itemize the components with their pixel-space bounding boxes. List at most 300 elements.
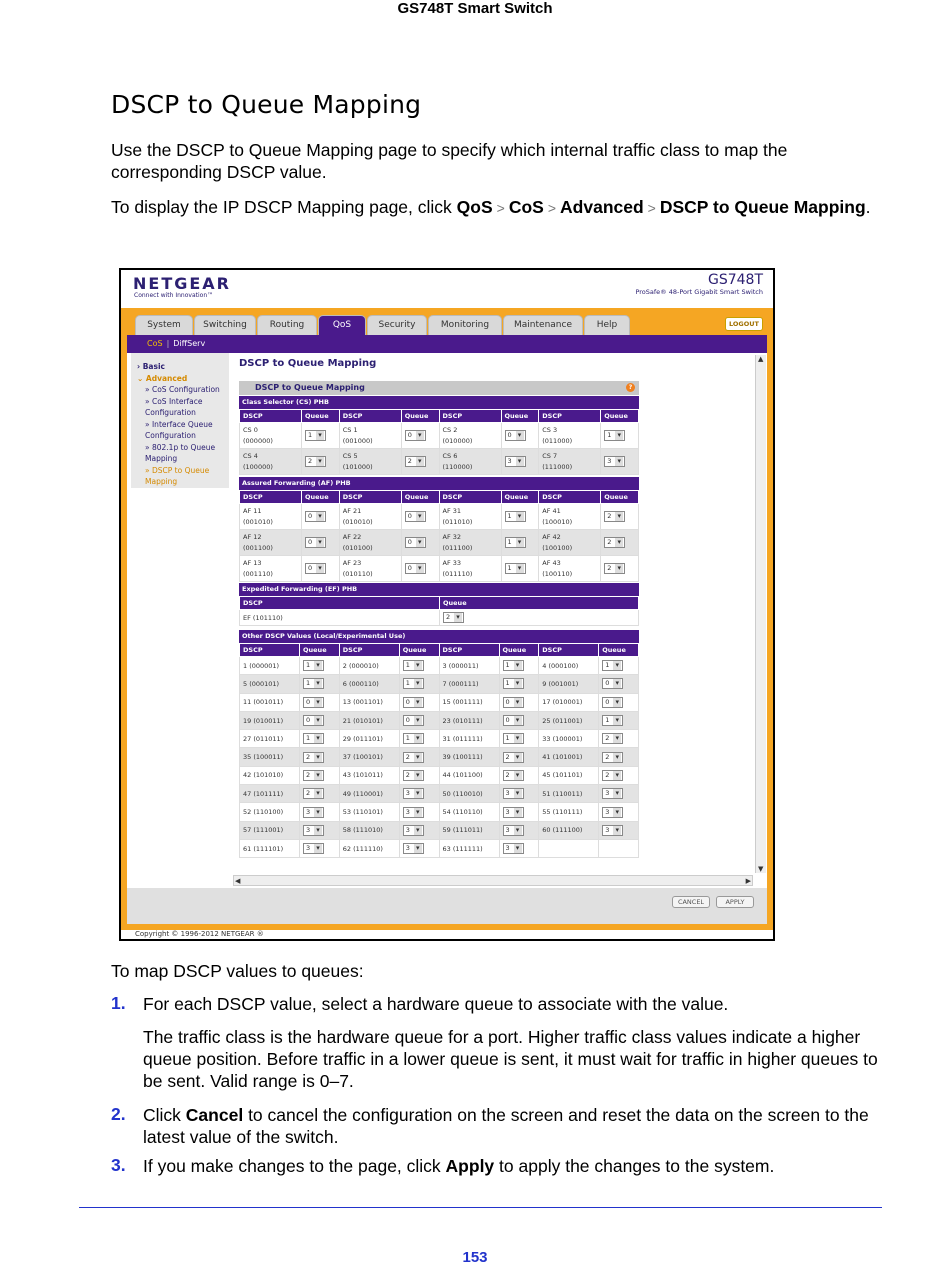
col-queue: Queue — [302, 410, 340, 423]
subnav-diffserv[interactable]: DiffServ — [173, 339, 206, 348]
dscp-bits: (001010) — [243, 517, 273, 526]
step-number: 2. — [111, 1104, 126, 1124]
dscp-cell: 61 (111101) — [240, 839, 300, 857]
subnav-separator: | — [166, 339, 170, 348]
scroll-down-icon[interactable]: ▼ — [758, 865, 764, 873]
queue-select[interactable]: 2 ▾ — [305, 456, 326, 467]
queue-select[interactable]: 0 ▾ — [503, 715, 524, 726]
queue-select[interactable]: 2 ▾ — [602, 733, 623, 744]
dscp-cell: 50 (110010) — [439, 785, 499, 803]
queue-select[interactable]: 0 ▾ — [503, 697, 524, 708]
queue-select[interactable]: 1 ▾ — [604, 430, 625, 441]
queue-select[interactable]: 2 ▾ — [303, 770, 324, 781]
queue-cell — [300, 675, 340, 693]
dscp-name: CS 6 — [442, 451, 458, 460]
dscp-bits: (111000) — [542, 462, 573, 471]
dscp-name: AF 12 — [243, 532, 262, 541]
scroll-right-icon[interactable]: ▶ — [745, 877, 751, 885]
table-row — [240, 785, 639, 803]
queue-select[interactable]: 2 ▾ — [303, 788, 324, 799]
queue-cell — [302, 449, 340, 475]
table-row — [240, 839, 639, 857]
queue-select[interactable]: 3 ▾ — [602, 825, 623, 836]
sidebar-item-cos-interface-configuration[interactable]: » CoS Interface Configuration — [145, 396, 203, 417]
col-dscp: DSCP — [240, 410, 302, 423]
nav-separator: > — [496, 200, 505, 216]
nav-advanced: Advanced — [560, 197, 644, 217]
sidebar-item-cos-configuration[interactable]: » CoS Configuration — [145, 385, 220, 394]
main-title: DSCP to Queue Mapping — [239, 358, 377, 369]
dscp-name: CS 5 — [342, 451, 358, 460]
step-number: 1. — [111, 993, 126, 1013]
queue-select[interactable]: 2 ▾ — [405, 456, 426, 467]
tab-help[interactable]: Help — [584, 315, 630, 335]
queue-select[interactable]: 3 ▾ — [602, 788, 623, 799]
col-dscp: DSCP — [539, 491, 601, 504]
queue-cell — [499, 748, 539, 766]
subnav-cos[interactable]: CoS — [147, 339, 163, 348]
dscp-cell: 60 (111100) — [539, 821, 599, 839]
col-dscp: DSCP — [439, 410, 501, 423]
step-3-bold: Apply — [445, 1156, 495, 1176]
dscp-cell — [339, 504, 401, 530]
dscp-cell: 51 (110011) — [539, 785, 599, 803]
dscp-cell — [339, 556, 401, 582]
dscp-bits: (100000) — [243, 462, 273, 471]
queue-cell — [401, 449, 439, 475]
col-queue: Queue — [401, 410, 439, 423]
dscp-cell — [439, 449, 501, 475]
queue-select[interactable]: 3 ▾ — [403, 807, 424, 818]
queue-select[interactable]: 3 ▾ — [503, 843, 524, 854]
col-queue: Queue — [399, 644, 439, 657]
intro-paragraph: Use the DSCP to Queue Mapping page to specify which internal traffic class to map the corresponding DSCP value. — [111, 140, 788, 182]
queue-select[interactable]: 0 ▾ — [405, 563, 426, 574]
queue-cell — [300, 785, 340, 803]
col-queue: Queue — [401, 491, 439, 504]
queue-select[interactable]: 3 ▾ — [303, 843, 324, 854]
queue-select[interactable]: 2 ▾ — [403, 752, 424, 763]
dscp-cell: 15 (001111) — [439, 693, 499, 711]
queue-select[interactable]: 3 ▾ — [403, 843, 424, 854]
queue-select[interactable]: 2 ▾ — [602, 752, 623, 763]
dscp-bits: (101000) — [342, 462, 373, 471]
queue-select[interactable]: 0 ▾ — [305, 563, 326, 574]
ef-table — [239, 596, 639, 626]
queue-select[interactable]: 1 ▾ — [403, 660, 424, 671]
dscp-cell: 54 (110110) — [439, 803, 499, 821]
queue-cell — [599, 839, 639, 857]
queue-cell — [399, 803, 439, 821]
sub-navigation — [127, 335, 767, 353]
dscp-cell: 57 (111001) — [240, 821, 300, 839]
queue-select[interactable]: 3 ▾ — [602, 807, 623, 818]
queue-select[interactable]: 1 ▾ — [503, 660, 524, 671]
dscp-cell: 41 (101001) — [539, 748, 599, 766]
tab-security[interactable]: Security — [367, 315, 427, 335]
col-queue: Queue — [501, 410, 539, 423]
queue-cell — [599, 748, 639, 766]
nav-page: DSCP to Queue Mapping — [659, 197, 866, 217]
dscp-cell — [439, 423, 501, 449]
queue-select[interactable]: 1 ▾ — [403, 733, 424, 744]
section-other: Other DSCP Values (Local/Experimental Use) — [239, 630, 639, 643]
dscp-cell — [539, 449, 601, 475]
queue-cell — [499, 839, 539, 857]
section-cs: Class Selector (CS) PHB — [239, 396, 639, 409]
table-row — [240, 803, 639, 821]
queue-cell — [601, 504, 639, 530]
queue-select[interactable]: 0 ▾ — [303, 715, 324, 726]
dscp-cell: 55 (110111) — [539, 803, 599, 821]
table-row — [240, 504, 639, 530]
col-dscp: DSCP — [539, 410, 601, 423]
queue-cell — [601, 449, 639, 475]
dscp-name: CS 4 — [243, 451, 258, 460]
queue-cell — [399, 839, 439, 857]
table-row — [240, 675, 639, 693]
col-dscp: DSCP — [439, 491, 501, 504]
queue-select[interactable]: 0 ▾ — [505, 430, 526, 441]
ui-screenshot — [119, 268, 775, 941]
dscp-bits: (010010) — [342, 517, 373, 526]
panel-header — [239, 381, 639, 395]
dscp-cell: 19 (010011) — [240, 711, 300, 729]
col-queue: Queue — [601, 491, 639, 504]
cancel-button[interactable]: CANCEL — [672, 896, 710, 908]
tab-maintenance[interactable]: Maintenance — [503, 315, 583, 335]
dscp-cell — [240, 530, 302, 556]
queue-select[interactable]: 0 ▾ — [305, 537, 326, 548]
table-row — [240, 711, 639, 729]
queue-select[interactable]: 1 ▾ — [505, 511, 526, 522]
queue-cell — [302, 530, 340, 556]
dscp-name: AF 22 — [342, 532, 362, 541]
tab-qos[interactable]: QoS — [318, 315, 366, 335]
ef-dscp: EF (101110) — [240, 610, 440, 626]
queue-select[interactable]: 0 ▾ — [602, 678, 623, 689]
scroll-left-icon[interactable]: ◀ — [235, 877, 241, 885]
queue-cell — [501, 423, 539, 449]
step-3-text — [143, 1155, 878, 1177]
dscp-name: AF 21 — [342, 506, 362, 515]
logout-button[interactable]: LOGOUT — [725, 317, 763, 331]
queue-cell — [499, 785, 539, 803]
model-name: GS748T — [707, 272, 763, 288]
queue-cell — [399, 785, 439, 803]
col-queue: Queue — [300, 644, 340, 657]
queue-cell — [399, 766, 439, 784]
dscp-cell: 31 (011111) — [439, 730, 499, 748]
queue-cell — [599, 785, 639, 803]
dscp-cell: 33 (100001) — [539, 730, 599, 748]
tab-switching[interactable]: Switching — [194, 315, 256, 335]
dscp-cell: 53 (110101) — [339, 803, 399, 821]
queue-select[interactable]: 3 ▾ — [403, 788, 424, 799]
queue-select[interactable]: 2 ▾ — [604, 511, 625, 522]
col-queue: Queue — [501, 491, 539, 504]
queue-cell — [501, 449, 539, 475]
queue-select[interactable]: 3 ▾ — [503, 825, 524, 836]
queue-select[interactable]: 2 ▾ — [604, 563, 625, 574]
step-2-post: to cancel the configuration on the screen and reset the data on the screen to the latest value of the switch. — [143, 1105, 869, 1147]
queue-cell — [401, 556, 439, 582]
table-row — [240, 610, 639, 626]
dscp-cell — [539, 504, 601, 530]
queue-select[interactable]: 2 ▾ — [443, 612, 464, 623]
queue-cell — [399, 657, 439, 675]
queue-cell — [599, 711, 639, 729]
step-1-text: For each DSCP value, select a hardware queue to associate with the value. — [143, 994, 729, 1014]
dscp-cell — [439, 504, 501, 530]
queue-cell — [599, 657, 639, 675]
dscp-cell — [339, 449, 401, 475]
queue-cell — [501, 504, 539, 530]
model-description: ProSafe® 48-Port Gigabit Smart Switch — [635, 288, 763, 296]
main-tabs — [135, 315, 631, 335]
queue-cell — [401, 423, 439, 449]
panel-title: DSCP to Queue Mapping — [255, 383, 365, 392]
tab-monitoring[interactable]: Monitoring — [428, 315, 502, 335]
other-table — [239, 643, 639, 858]
queue-cell — [399, 693, 439, 711]
sidebar-basic[interactable]: › Basic — [137, 362, 165, 371]
ef-queue-cell — [440, 610, 639, 626]
footer-rule — [79, 1207, 882, 1208]
dscp-cell — [539, 556, 601, 582]
queue-select[interactable]: 3 ▾ — [503, 807, 524, 818]
queue-cell — [499, 803, 539, 821]
col-queue: Queue — [440, 597, 639, 610]
col-queue: Queue — [302, 491, 340, 504]
dscp-name: CS 0 — [243, 425, 258, 434]
dscp-bits: (011010) — [442, 517, 473, 526]
dscp-name: AF 31 — [442, 506, 462, 515]
queue-cell — [399, 730, 439, 748]
queue-cell — [499, 693, 539, 711]
step-1-detail: The traffic class is the hardware queue for a port. Higher traffic class values indicate a higher queue position. Before traffic in a lower queue is sent, it must wait for traffic in higher queues to be sent. Valid range is 0–7. — [143, 1027, 878, 1091]
queue-select[interactable]: 0 ▾ — [403, 697, 424, 708]
col-dscp: DSCP — [439, 644, 499, 657]
dscp-name: CS 2 — [442, 425, 458, 434]
content-area — [127, 353, 767, 888]
dscp-name: AF 33 — [442, 558, 462, 567]
table-row — [240, 657, 639, 675]
queue-select[interactable]: 3 ▾ — [303, 825, 324, 836]
dscp-cell: 47 (101111) — [240, 785, 300, 803]
table-row — [240, 449, 639, 475]
netgear-logo: NETGEAR — [133, 274, 231, 293]
dscp-cell: 1 (000001) — [240, 657, 300, 675]
queue-cell — [601, 530, 639, 556]
col-queue: Queue — [599, 644, 639, 657]
queue-select[interactable]: 1 ▾ — [403, 678, 424, 689]
queue-select[interactable]: 1 ▾ — [303, 660, 324, 671]
dscp-cell — [240, 449, 302, 475]
queue-select[interactable]: 3 ▾ — [503, 788, 524, 799]
col-dscp: DSCP — [240, 644, 300, 657]
queue-cell — [300, 766, 340, 784]
queue-select[interactable]: 1 ▾ — [602, 660, 623, 671]
tab-system[interactable]: System — [135, 315, 193, 335]
queue-select[interactable]: 2 ▾ — [503, 770, 524, 781]
logo-tagline: Connect with Innovation™ — [134, 292, 214, 299]
vertical-scrollbar[interactable] — [755, 355, 766, 873]
dscp-cell: 43 (101011) — [339, 766, 399, 784]
nav-separator: > — [547, 200, 557, 216]
dscp-cell: 44 (101100) — [439, 766, 499, 784]
dscp-name: CS 3 — [542, 425, 558, 434]
table-header-row — [240, 491, 639, 504]
nav-separator: > — [647, 200, 656, 216]
dscp-bits: (001100) — [243, 543, 273, 552]
tab-routing[interactable]: Routing — [257, 315, 317, 335]
queue-select[interactable]: 1 ▾ — [505, 537, 526, 548]
table-row — [240, 423, 639, 449]
queue-select[interactable]: 0 ▾ — [405, 537, 426, 548]
dscp-cell — [539, 530, 601, 556]
queue-cell — [300, 657, 340, 675]
dscp-bits: (001000) — [342, 436, 373, 445]
col-dscp: DSCP — [539, 644, 599, 657]
dscp-cell: 37 (100101) — [339, 748, 399, 766]
queue-cell — [499, 821, 539, 839]
dscp-bits: (100100) — [542, 543, 573, 552]
section-af: Assured Forwarding (AF) PHB — [239, 477, 639, 490]
sidebar-advanced[interactable]: ⌄ Advanced — [137, 373, 188, 383]
col-dscp: DSCP — [339, 410, 401, 423]
dscp-cell: 39 (100111) — [439, 748, 499, 766]
step-2-pre: Click — [143, 1105, 181, 1125]
dscp-cell: 21 (010101) — [339, 711, 399, 729]
queue-cell — [599, 821, 639, 839]
queue-select[interactable]: 1 ▾ — [602, 715, 623, 726]
dscp-bits: (100010) — [542, 517, 573, 526]
queue-cell — [399, 821, 439, 839]
queue-select[interactable]: 1 ▾ — [303, 678, 324, 689]
table-row — [240, 530, 639, 556]
dscp-cell — [539, 839, 599, 857]
dscp-name: AF 13 — [243, 558, 262, 567]
queue-cell — [300, 839, 340, 857]
queue-cell — [501, 530, 539, 556]
queue-cell — [300, 821, 340, 839]
queue-select[interactable]: 2 ▾ — [604, 537, 625, 548]
dscp-cell: 17 (010001) — [539, 693, 599, 711]
queue-select[interactable]: 1 ▾ — [503, 733, 524, 744]
queue-select[interactable]: 0 ▾ — [403, 715, 424, 726]
step-number: 3. — [111, 1155, 126, 1175]
queue-select[interactable]: 1 ▾ — [303, 733, 324, 744]
table-header-row — [240, 410, 639, 423]
queue-select[interactable]: 2 ▾ — [503, 752, 524, 763]
col-dscp: DSCP — [339, 491, 401, 504]
document-header: GS748T Smart Switch — [397, 0, 553, 17]
queue-select[interactable]: 0 ▾ — [303, 697, 324, 708]
queue-cell — [302, 556, 340, 582]
queue-select[interactable]: 3 ▾ — [303, 807, 324, 818]
copyright: Copyright © 1996-2012 NETGEAR ® — [135, 930, 264, 938]
dscp-cell: 42 (101010) — [240, 766, 300, 784]
queue-select[interactable]: 0 ▾ — [602, 697, 623, 708]
page-number: 153 — [462, 1249, 488, 1266]
queue-select[interactable]: 1 ▾ — [305, 430, 326, 441]
af-table — [239, 490, 639, 582]
dscp-name: AF 41 — [542, 506, 561, 515]
sidebar — [131, 353, 229, 488]
dscp-bits: (011100) — [442, 543, 473, 552]
queue-select[interactable]: 0 ▾ — [405, 511, 426, 522]
queue-select[interactable]: 2 ▾ — [403, 770, 424, 781]
dscp-name: AF 43 — [542, 558, 561, 567]
queue-select[interactable]: 0 ▾ — [405, 430, 426, 441]
dscp-cell — [339, 423, 401, 449]
dscp-cell: 27 (011011) — [240, 730, 300, 748]
dscp-cell: 25 (011001) — [539, 711, 599, 729]
dscp-cell: 45 (101101) — [539, 766, 599, 784]
table-row — [240, 766, 639, 784]
dscp-bits: (001110) — [243, 569, 273, 578]
queue-select[interactable]: 3 ▾ — [604, 456, 625, 467]
queue-cell — [300, 693, 340, 711]
queue-select[interactable]: 1 ▾ — [503, 678, 524, 689]
queue-select[interactable]: 1 ▾ — [505, 563, 526, 574]
dscp-cell: 2 (000010) — [339, 657, 399, 675]
queue-select[interactable]: 2 ▾ — [602, 770, 623, 781]
table-row — [240, 748, 639, 766]
queue-cell — [501, 556, 539, 582]
queue-cell — [401, 504, 439, 530]
col-queue: Queue — [601, 410, 639, 423]
queue-cell — [300, 730, 340, 748]
queue-cell — [401, 530, 439, 556]
dscp-cell — [240, 504, 302, 530]
queue-cell — [499, 711, 539, 729]
dscp-cell: 13 (001101) — [339, 693, 399, 711]
dscp-cell: 23 (010111) — [439, 711, 499, 729]
dscp-cell — [240, 423, 302, 449]
dscp-name: CS 1 — [342, 425, 358, 434]
dscp-name: AF 23 — [342, 558, 362, 567]
table-header-row — [240, 644, 639, 657]
col-queue: Queue — [499, 644, 539, 657]
queue-cell — [399, 748, 439, 766]
queue-cell — [499, 730, 539, 748]
help-icon[interactable]: ? — [626, 383, 635, 392]
dscp-cell: 35 (100011) — [240, 748, 300, 766]
dscp-cell: 63 (111111) — [439, 839, 499, 857]
brand-bar — [121, 270, 773, 308]
scroll-up-icon[interactable]: ▲ — [758, 355, 764, 363]
sidebar-item-dscp-to-queue-mapping[interactable]: » DSCP to Queue Mapping — [145, 465, 210, 486]
queue-select[interactable]: 0 ▾ — [305, 511, 326, 522]
dscp-bits: (000000) — [243, 436, 273, 445]
nav-end: . — [865, 197, 871, 217]
sidebar-item-8021p-to-queue-mapping[interactable]: » 802.1p to Queue Mapping — [145, 442, 216, 463]
dscp-bits: (010110) — [342, 569, 373, 578]
queue-cell — [599, 730, 639, 748]
apply-button[interactable]: APPLY — [716, 896, 754, 908]
navigation-paragraph — [111, 196, 871, 219]
queue-select[interactable]: 2 ▾ — [303, 752, 324, 763]
horizontal-scrollbar[interactable] — [233, 875, 753, 886]
sidebar-item-interface-queue-configuration[interactable]: » Interface Queue Configuration — [145, 419, 213, 440]
queue-select[interactable]: 3 ▾ — [505, 456, 526, 467]
dscp-name: AF 32 — [442, 532, 462, 541]
dscp-bits: (010100) — [342, 543, 373, 552]
dscp-name: AF 11 — [243, 506, 262, 515]
queue-select[interactable]: 3 ▾ — [403, 825, 424, 836]
